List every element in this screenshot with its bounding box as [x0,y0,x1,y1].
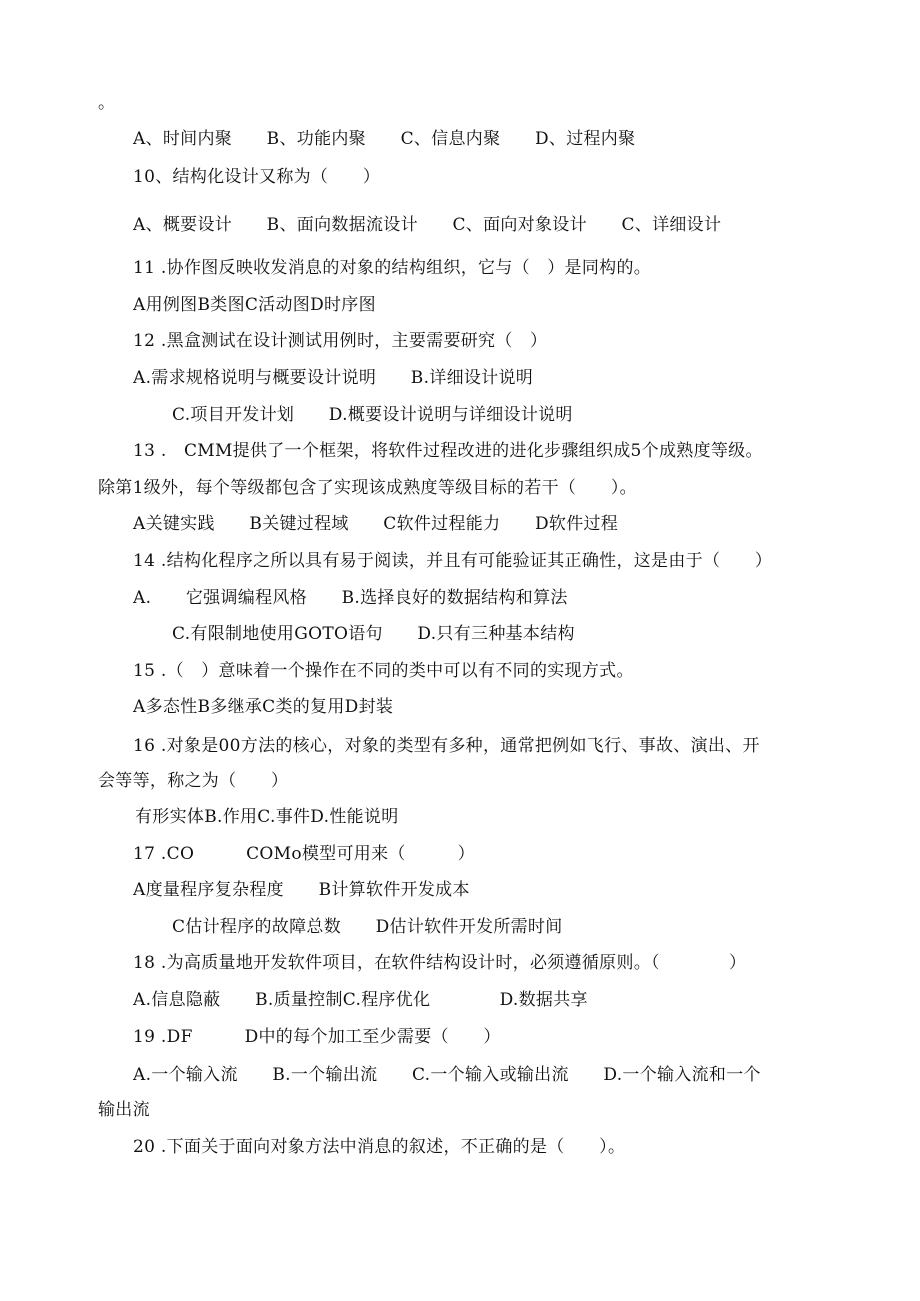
q10-stem: 10、结构化设计又称为（ ） [133,167,381,187]
q13-stem-a: 13 . CMM提供了一个框架，将软件过程改进的进化步骤组织成5个成熟度等级。 [133,441,763,461]
q17-options-b: C估计程序的故障总数 D估计软件开发所需时间 [172,917,563,937]
q16-stem-b: 会等等，称之为（ ） [98,771,289,791]
q13-stem-b: 除第1级外，每个等级都包含了实现该成熟度等级目标的若干（ ）。 [98,478,637,498]
text-line: 。 [98,93,116,113]
q12-options-b: C.项目开发计划 D.概要设计说明与详细设计说明 [172,405,573,425]
q20-stem: 20 .下面关于面向对象方法中消息的叙述，不正确的是（ ）。 [133,1137,626,1157]
q11-options: A用例图B类图C活动图D时序图 [133,295,376,315]
q14-options-b: C.有限制地使用GOTO语句 D.只有三种基本结构 [172,624,575,644]
q13-options: A关键实践 B关键过程域 C软件过程能力 D软件过程 [133,514,619,534]
q17-stem: 17 .CO COMo模型可用来（ ） [133,844,475,864]
q19-options: A.一个输入流 B.一个输出流 C.一个输入或输出流 D.一个输入流和一个 [133,1065,761,1085]
q10-options: A、概要设计 B、面向数据流设计 C、面向对象设计 C、详细设计 [133,215,722,235]
q18-options: A.信息隐蔽 B.质量控制C.程序优化 D.数据共享 [133,990,588,1010]
q19-stem: 19 .DF D中的每个加工至少需要（ ） [133,1027,501,1047]
q15-options: A多态性B多继承C类的复用D封装 [133,697,394,717]
q15-stem: 15 .（ ）意味着一个操作在不同的类中可以有不同的实现方式。 [133,661,634,681]
q14-options-a: A. 它强调编程风格 B.选择良好的数据结构和算法 [133,588,568,608]
q16-options: 有形实体B.作用C.事件D.性能说明 [135,807,399,827]
q12-stem: 12 .黑盒测试在设计测试用例时，主要需要研究（ ） [133,331,548,351]
q17-options-a: A度量程序复杂程度 B计算软件开发成本 [133,880,470,900]
q9-options: A、时间内聚 B、功能内聚 C、信息内聚 D、过程内聚 [133,129,636,149]
q14-stem: 14 .结构化程序之所以具有易于阅读，并且有可能验证其正确性，这是由于（ ） [133,551,773,571]
q18-stem: 18 .为高质量地开发软件项目，在软件结构设计时，必须遵循原则。（ ） [133,953,747,973]
q19-options-wrap: 输出流 [98,1100,150,1120]
q16-stem-a: 16 .对象是00方法的核心，对象的类型有多种，通常把例如飞行、事故、演出、开 [133,736,760,756]
q11-stem: 11 .协作图反映收发消息的对象的结构组织，它与（ ）是同构的。 [133,258,652,278]
q12-options-a: A.需求规格说明与概要设计说明 B.详细设计说明 [133,368,534,388]
